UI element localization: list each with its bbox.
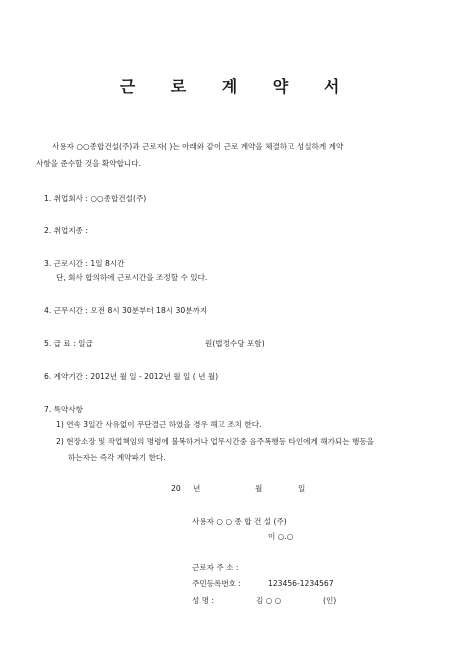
intro-line-2: 사항을 준수할 것을 확약합니다. [36, 159, 142, 168]
item-special-2a: 2) 현장소장 및 작업책임의 명령에 불복하거나 업무시간중 음주폭행등 타인에게 해가되는 행동을 [56, 437, 375, 446]
date-month: 월 [255, 484, 263, 493]
date-year-prefix: 20 [171, 484, 181, 493]
employer-name: 이 ○.○ [268, 532, 294, 541]
item-wage-suffix: 원(법정수당 포함) [205, 339, 265, 348]
item-wage-label: 5. 급 료 : 일급 [44, 339, 93, 348]
item-place: 2. 취업지종 : [44, 226, 88, 235]
worker-id-value: 123456-1234567 [268, 579, 334, 588]
item-hours: 3. 근로시간 : 1일 8시간 [44, 259, 125, 268]
item-company: 1. 취업회사 : ○○종합건설(주) [44, 194, 147, 203]
document-title: 근 로 계 약 서 [119, 77, 355, 96]
seal-mark: (인) [323, 596, 337, 605]
item-period: 6. 계약기간 : 2012년 월 일 - 2012년 월 일 ( 년 월) [44, 372, 219, 381]
worker-address-label: 근로자 주 소 : [192, 563, 239, 572]
worker-name-label: 성 명 : [192, 596, 215, 605]
worker-name-value: 김 ○ ○ [256, 596, 282, 605]
item-special-2b: 하는자는 즉각 계약파기 한다. [68, 453, 166, 462]
item-worktime: 4. 근무시간 : 오전 8시 30분부터 18시 30분까지 [44, 306, 208, 315]
item-special-1: 1) 연속 3일간 사유없이 무단결근 하였을 경우 해고 조치 한다. [56, 420, 262, 429]
date-day: 일 [298, 484, 306, 493]
item-special: 7. 특약사항 [44, 405, 84, 414]
intro-line-1: 사용자 ○○종합건설(주)과 근로자( )는 아래와 같이 근로 계약을 체결하고 성실하게 계약 [52, 142, 344, 151]
employer-line: 사용자 ○ ○ 종 합 건 설 (주) [192, 517, 287, 526]
worker-id-label: 주민등록번호 : [192, 579, 241, 588]
item-hours-note: 단, 회사 합의하에 근로시간을 조정할 수 있다. [56, 273, 208, 282]
date-year: 년 [193, 484, 201, 493]
